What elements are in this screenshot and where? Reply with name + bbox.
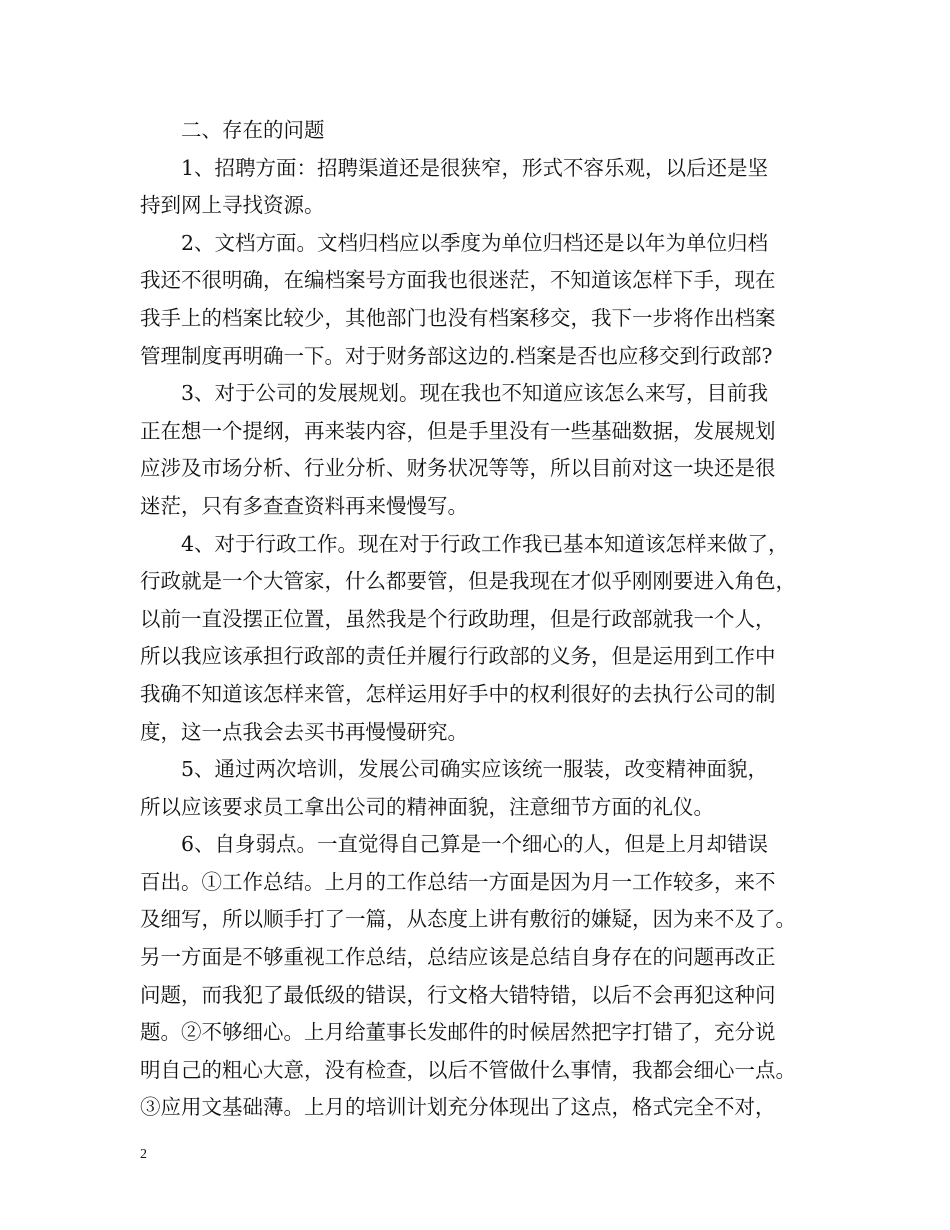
paragraph-line: 5、通过两次培训，发展公司确实应该统一服装，改变精神面貌， bbox=[181, 757, 769, 782]
paragraph-line: 4、对于行政工作。现在对于行政工作我已基本知道该怎样来做了， bbox=[181, 531, 789, 556]
page-number: 2 bbox=[140, 1147, 147, 1162]
paragraph-line: 管理制度再明确一下。对于财务部这边的.档案是否也应移交到行政部? bbox=[140, 343, 773, 368]
paragraph-line: 问题，而我犯了最低级的错误，行文格大错特错，以后不会再犯这种问 bbox=[140, 982, 776, 1007]
paragraph-line: 度，这一点我会去买书再慢慢研究。 bbox=[140, 719, 468, 744]
paragraph-line: 我还不很明确，在编档案号方面我也很迷茫，不知道该怎样下手，现在 bbox=[140, 268, 776, 293]
paragraph-line: 明自己的粗心大意，没有检查，以后不管做什么事情，我都会细心一点。 bbox=[140, 1057, 796, 1082]
paragraph-line: 所以应该要求员工拿出公司的精神面貌，注意细节方面的礼仪。 bbox=[140, 794, 714, 819]
paragraph-line: 以前一直没摆正位置，虽然我是个行政助理，但是行政部就我一个人， bbox=[140, 606, 776, 631]
paragraph-line: 2、文档方面。文档归档应以季度为单位归档还是以年为单位归档 bbox=[181, 230, 769, 255]
paragraph-line: 另一方面是不够重视工作总结，总结应该是总结自身存在的问题再改正 bbox=[140, 945, 776, 970]
paragraph-line: 及细写，所以顺手打了一篇，从态度上讲有敷衍的嫌疑，因为来不及了。 bbox=[140, 907, 796, 932]
paragraph-line: 题。②不够细心。上月给董事长发邮件的时候居然把字打错了，充分说 bbox=[140, 1020, 776, 1045]
paragraph-line: 百出。①工作总结。上月的工作总结一方面是因为月一工作较多，来不 bbox=[140, 869, 776, 894]
section-heading: 二、存在的问题 bbox=[181, 118, 325, 142]
paragraph-line: 3、对于公司的发展规划。现在我也不知道应该怎么来写，目前我 bbox=[181, 381, 769, 406]
paragraph-line: 行政就是一个大管家，什么都要管，但是我现在才似乎刚刚要进入角色， bbox=[140, 569, 796, 594]
paragraph-line: 所以我应该承担行政部的责任并履行行政部的义务，但是运用到工作中 bbox=[140, 644, 776, 669]
paragraph-line: 1、招聘方面：招聘渠道还是很狭窄，形式不容乐观，以后还是坚 bbox=[181, 155, 769, 180]
paragraph-line: 我确不知道该怎样来管，怎样运用好手中的权利很好的去执行公司的制 bbox=[140, 681, 776, 706]
paragraph-line: 正在想一个提纲，再来装内容，但是手里没有一些基础数据，发展规划 bbox=[140, 418, 776, 443]
paragraph-line: 应涉及市场分析、行业分析、财务状况等等，所以目前对这一块还是很 bbox=[140, 456, 776, 481]
paragraph-line: 6、自身弱点。一直觉得自己算是一个细心的人，但是上月却错误 bbox=[181, 832, 769, 857]
paragraph-line: 持到网上寻找资源。 bbox=[140, 193, 325, 218]
paragraph-line: 我手上的档案比较少，其他部门也没有档案移交，我下一步将作出档案 bbox=[140, 305, 776, 330]
paragraph-line: ③应用文基础薄。上月的培训计划充分体现出了这点，格式完全不对， bbox=[140, 1095, 776, 1120]
paragraph-line: 迷茫，只有多查查资料再来慢慢写。 bbox=[140, 493, 468, 518]
document-body bbox=[140, 112, 815, 1127]
